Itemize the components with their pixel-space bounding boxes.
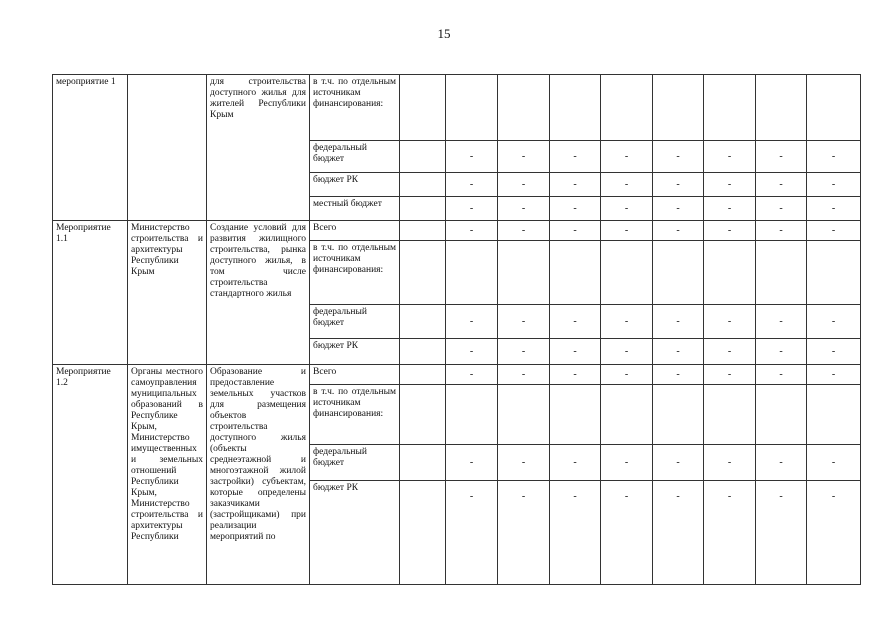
dash-cell: -: [653, 221, 704, 241]
funding-source: федеральный бюджет: [310, 445, 400, 481]
dash-cell: -: [601, 339, 653, 365]
dash-cell: -: [756, 197, 807, 221]
dash-cell: -: [550, 173, 601, 197]
dash-cell: -: [601, 365, 653, 385]
dash-cell: -: [550, 305, 601, 339]
funding-source: в т.ч. по отдельным источникам финансирования:: [310, 241, 400, 305]
table-row: [53, 365, 861, 385]
dash-cell: -: [446, 221, 498, 241]
dash-cell: -: [550, 141, 601, 173]
dash-cell: -: [498, 481, 550, 585]
dash-cell: -: [601, 141, 653, 173]
dash-cell: -: [446, 481, 498, 585]
dash-cell: -: [446, 141, 498, 173]
dash-cell: -: [653, 141, 704, 173]
dash-cell: -: [807, 365, 861, 385]
activity-name: Мероприятие 1.1: [53, 221, 128, 365]
dash-cell: -: [653, 339, 704, 365]
dash-cell: -: [446, 339, 498, 365]
funding-source: федеральный бюджет: [310, 141, 400, 173]
dash-cell: -: [807, 221, 861, 241]
dash-cell: -: [550, 339, 601, 365]
dash-cell: -: [498, 365, 550, 385]
dash-cell: -: [653, 197, 704, 221]
funding-source: в т.ч. по отдельным источникам финансирования:: [310, 75, 400, 141]
dash-cell: -: [704, 481, 756, 585]
dash-cell: -: [601, 481, 653, 585]
table-row: [53, 221, 861, 241]
funding-source: Всего: [310, 221, 400, 241]
dash-cell: -: [756, 173, 807, 197]
dash-cell: -: [704, 173, 756, 197]
dash-cell: -: [498, 141, 550, 173]
dash-cell: -: [446, 305, 498, 339]
dash-cell: -: [446, 445, 498, 481]
dash-cell: -: [807, 339, 861, 365]
dash-cell: -: [653, 305, 704, 339]
dash-cell: -: [550, 481, 601, 585]
dash-cell: -: [498, 305, 550, 339]
dash-cell: -: [756, 481, 807, 585]
activity-name: мероприятие 1: [53, 75, 128, 221]
funding-source: бюджет РК: [310, 173, 400, 197]
dash-cell: -: [807, 481, 861, 585]
dash-cell: -: [756, 339, 807, 365]
dash-cell: -: [704, 197, 756, 221]
table-row: [53, 75, 861, 141]
dash-cell: -: [550, 221, 601, 241]
dash-cell: -: [446, 365, 498, 385]
dash-cell: -: [756, 365, 807, 385]
activity-name: Мероприятие 1.2: [53, 365, 128, 585]
activity-goal: Образование и предоставление земельных участков для размещения объектов строительства доступного жилья (объекты среднеэтажной и многоэтажной жилой застройки) субъектам, которые определены заказчиками (застройщиками) при реализации мероприятий по: [207, 365, 310, 585]
dash-cell: -: [653, 365, 704, 385]
dash-cell: -: [446, 197, 498, 221]
dash-cell: -: [756, 445, 807, 481]
dash-cell: -: [807, 445, 861, 481]
dash-cell: -: [498, 339, 550, 365]
dash-cell: -: [704, 141, 756, 173]
funding-source: местный бюджет: [310, 197, 400, 221]
dash-cell: -: [807, 197, 861, 221]
funding-source: федеральный бюджет: [310, 305, 400, 339]
dash-cell: -: [498, 173, 550, 197]
dash-cell: -: [704, 365, 756, 385]
dash-cell: -: [550, 445, 601, 481]
dash-cell: -: [601, 173, 653, 197]
dash-cell: -: [756, 221, 807, 241]
dash-cell: -: [704, 445, 756, 481]
dash-cell: -: [601, 221, 653, 241]
activity-goal: Создание условий для развития жилищного строительства, рынка доступного жилья, в том числе строительства стандартного жилья: [207, 221, 310, 365]
funding-source: бюджет РК: [310, 481, 400, 585]
executor-cell: Органы местного самоуправления муниципальных образований в Республике Крым, Министерство имущественных и земельных отношений Республики Крым, Министерство строительства и архитектуры Республики: [128, 365, 207, 585]
dash-cell: -: [704, 305, 756, 339]
dash-cell: -: [704, 221, 756, 241]
dash-cell: -: [601, 197, 653, 221]
dash-cell: -: [653, 481, 704, 585]
dash-cell: -: [704, 339, 756, 365]
dash-cell: -: [601, 305, 653, 339]
funding-source: Всего: [310, 365, 400, 385]
funding-source: бюджет РК: [310, 339, 400, 365]
executor-cell: [128, 75, 207, 221]
dash-cell: -: [807, 141, 861, 173]
program-table: [52, 74, 861, 585]
dash-cell: -: [498, 445, 550, 481]
dash-cell: -: [498, 221, 550, 241]
dash-cell: -: [601, 445, 653, 481]
dash-cell: -: [446, 173, 498, 197]
dash-cell: -: [807, 305, 861, 339]
dash-cell: -: [807, 173, 861, 197]
funding-source: в т.ч. по отдельным источникам финансирования:: [310, 385, 400, 445]
page-number: 15: [437, 26, 451, 41]
activity-goal: для строительства доступного жилья для жителей Республики Крым: [207, 75, 310, 221]
dash-cell: -: [653, 445, 704, 481]
dash-cell: -: [498, 197, 550, 221]
dash-cell: -: [756, 305, 807, 339]
dash-cell: -: [550, 365, 601, 385]
dash-cell: -: [550, 197, 601, 221]
executor-cell: Министерство строительства и архитектуры Республики Крым: [128, 221, 207, 365]
dash-cell: -: [756, 141, 807, 173]
dash-cell: -: [653, 173, 704, 197]
